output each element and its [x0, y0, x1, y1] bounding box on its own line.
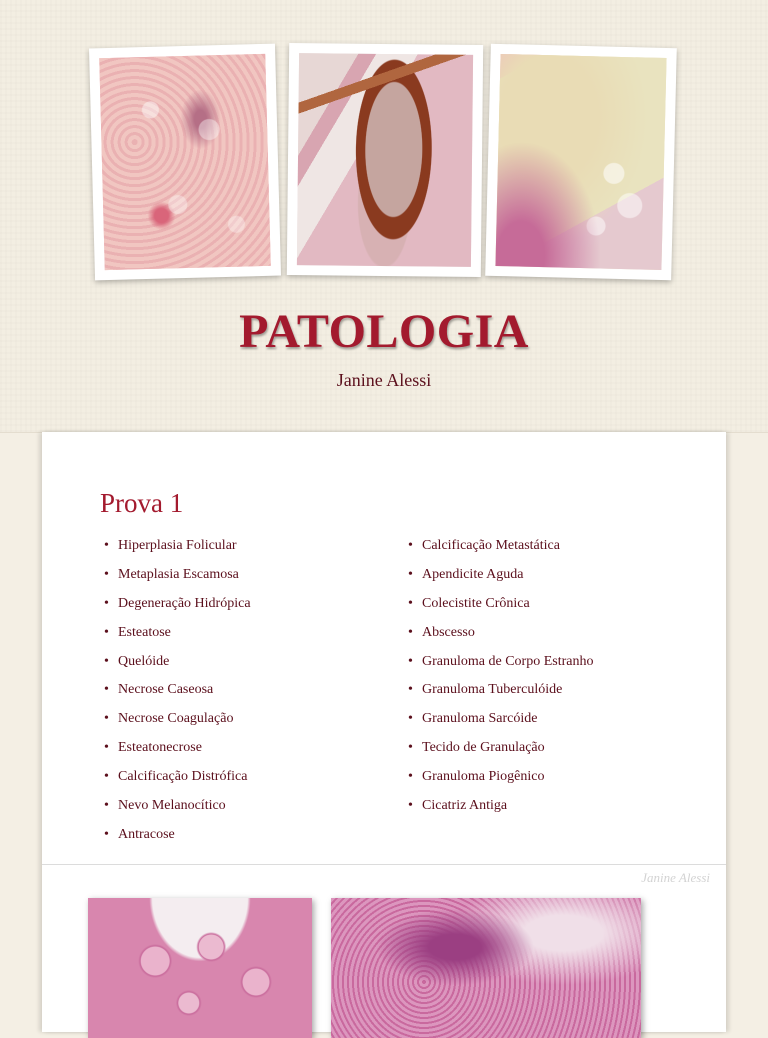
list-item: • Cicatriz Antiga [408, 796, 593, 825]
list-item: • Esteatose [104, 623, 251, 652]
list-item: • Degeneração Hidrópica [104, 594, 251, 623]
page-title: PATOLOGIA [239, 305, 529, 358]
list-item: • Antracose [104, 825, 251, 854]
list-item: • Colecistite Crônica [408, 594, 593, 623]
histology-photo-1 [99, 54, 270, 270]
list-item: • Hiperplasia Folicular [104, 536, 251, 565]
histology-photo-4 [88, 898, 312, 1038]
list-item: • Granuloma Tuberculóide [408, 680, 593, 709]
list-item: • Calcificação Metastática [408, 536, 593, 565]
topic-list-left [104, 536, 251, 854]
photo-frame-2 [287, 43, 483, 277]
photo-frame-1 [89, 44, 281, 281]
list-item: • Quelóide [104, 652, 251, 681]
histology-photo-5 [331, 898, 641, 1038]
slide-divider [42, 864, 726, 865]
content-slide [42, 432, 726, 1032]
list-item: • Tecido de Granulação [408, 738, 593, 767]
watermark: Janine Alessi [641, 870, 710, 885]
list-item: • Granuloma Sarcóide [408, 709, 593, 738]
author-name: Janine Alessi [336, 370, 432, 390]
photo-frame-3 [485, 44, 677, 280]
histology-photo-3 [495, 54, 666, 270]
list-item: • Calcificação Distrófica [104, 767, 251, 796]
list-item: • Abscesso [408, 623, 593, 652]
list-item: • Necrose Caseosa [104, 680, 251, 709]
list-item: • Necrose Coagulação [104, 709, 251, 738]
list-item: • Esteatonecrose [104, 738, 251, 767]
list-item: • Granuloma Piogênico [408, 767, 593, 796]
list-item: • Granuloma de Corpo Estranho [408, 652, 593, 681]
list-item: • Nevo Melanocítico [104, 796, 251, 825]
list-item: • Apendicite Aguda [408, 565, 593, 594]
cover-slide [0, 0, 768, 433]
histology-photo-2 [297, 53, 473, 267]
slide-heading: Prova 1 [100, 488, 184, 518]
list-item: • Metaplasia Escamosa [104, 565, 251, 594]
topic-list-right [408, 536, 593, 825]
